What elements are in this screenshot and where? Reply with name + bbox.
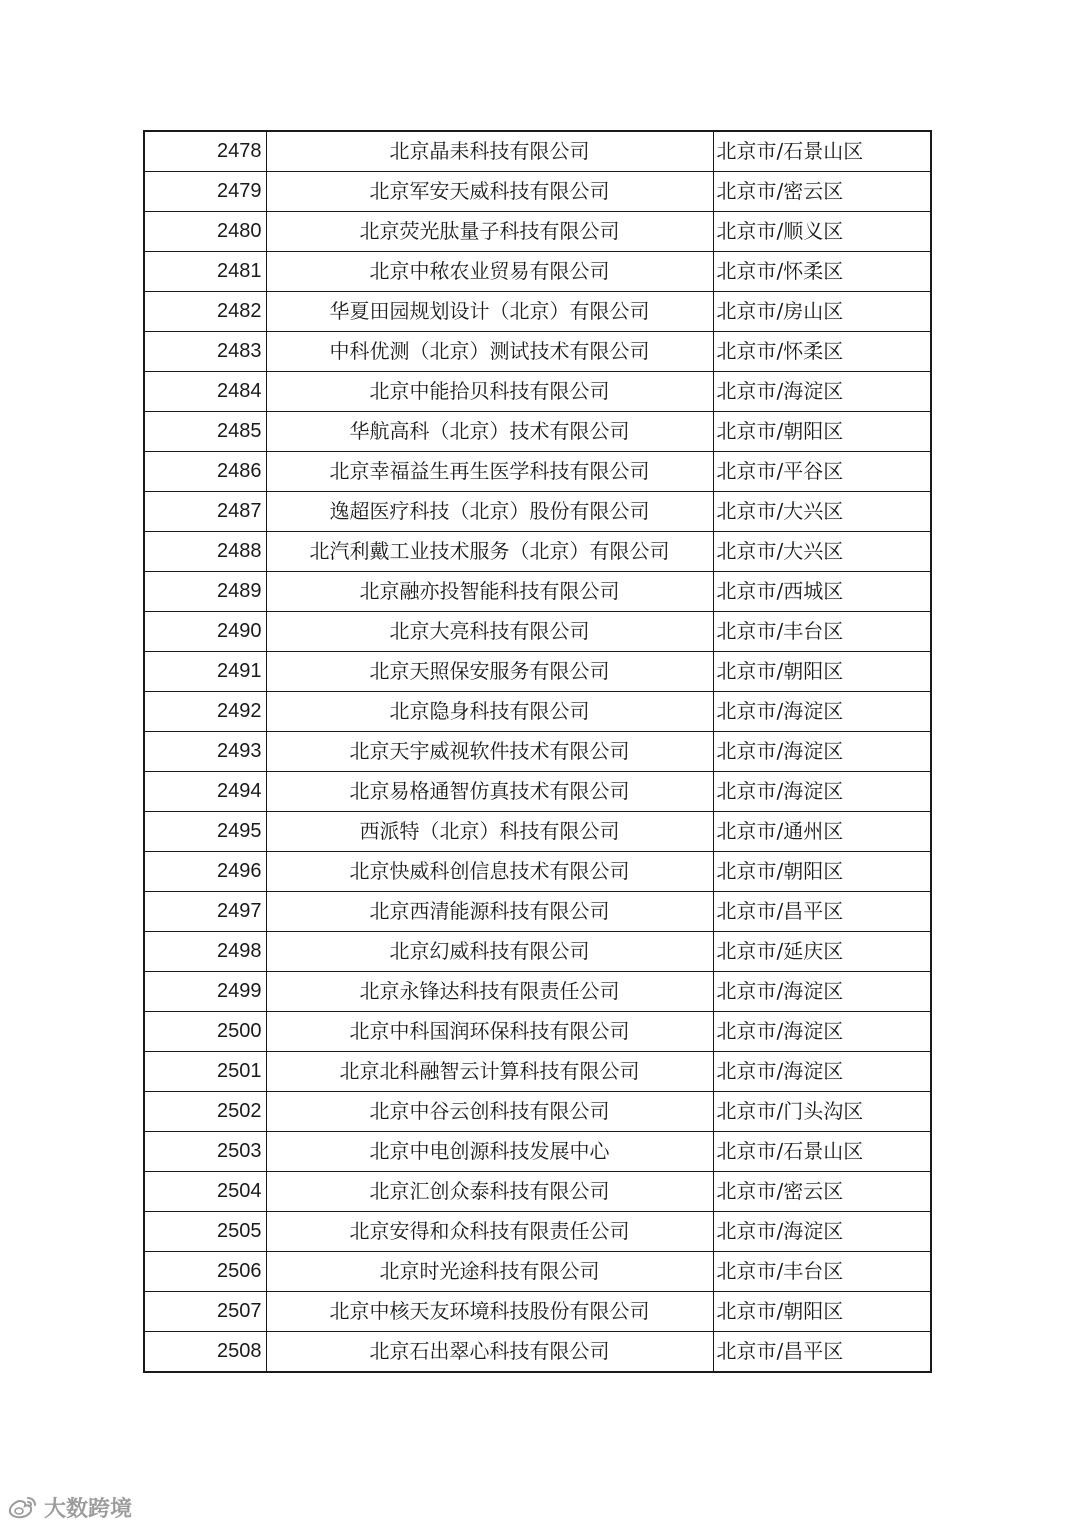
location-cell: 北京市/平谷区	[713, 452, 931, 492]
company-name-cell: 北京永锋达科技有限责任公司	[266, 972, 713, 1012]
table-row	[144, 812, 931, 852]
location-cell: 北京市/丰台区	[713, 612, 931, 652]
location-cell: 北京市/怀柔区	[713, 332, 931, 372]
company-name-cell: 北京中秾农业贸易有限公司	[266, 252, 713, 292]
row-number-cell: 2488	[144, 532, 266, 572]
company-name-cell: 北京中谷云创科技有限公司	[266, 1092, 713, 1132]
table-row	[144, 892, 931, 932]
row-number-cell: 2490	[144, 612, 266, 652]
company-name-cell: 北京中科国润环保科技有限公司	[266, 1012, 713, 1052]
table-row	[144, 852, 931, 892]
location-cell: 北京市/石景山区	[713, 131, 931, 172]
table-row	[144, 412, 931, 452]
row-number-cell: 2491	[144, 652, 266, 692]
row-number-cell: 2498	[144, 932, 266, 972]
row-number-cell: 2484	[144, 372, 266, 412]
company-name-cell: 北京易格通智仿真技术有限公司	[266, 772, 713, 812]
watermark	[8, 1490, 132, 1524]
location-cell: 北京市/海淀区	[713, 1052, 931, 1092]
row-number-cell: 2492	[144, 692, 266, 732]
location-cell: 北京市/怀柔区	[713, 252, 931, 292]
row-number-cell: 2483	[144, 332, 266, 372]
company-name-cell: 北京隐身科技有限公司	[266, 692, 713, 732]
location-cell: 北京市/昌平区	[713, 1332, 931, 1373]
location-cell: 北京市/大兴区	[713, 532, 931, 572]
company-name-cell: 北京大亮科技有限公司	[266, 612, 713, 652]
table-row	[144, 1212, 931, 1252]
location-cell: 北京市/海淀区	[713, 1012, 931, 1052]
row-number-cell: 2507	[144, 1292, 266, 1332]
row-number-cell: 2479	[144, 172, 266, 212]
location-cell: 北京市/朝阳区	[713, 852, 931, 892]
location-cell: 北京市/密云区	[713, 172, 931, 212]
company-name-cell: 北京中能拾贝科技有限公司	[266, 372, 713, 412]
table-row	[144, 252, 931, 292]
table-row	[144, 1252, 931, 1292]
table-row	[144, 1292, 931, 1332]
row-number-cell: 2495	[144, 812, 266, 852]
location-cell: 北京市/海淀区	[713, 372, 931, 412]
location-cell: 北京市/海淀区	[713, 972, 931, 1012]
row-number-cell: 2508	[144, 1332, 266, 1373]
row-number-cell: 2487	[144, 492, 266, 532]
location-cell: 北京市/朝阳区	[713, 652, 931, 692]
table-row	[144, 772, 931, 812]
row-number-cell: 2504	[144, 1172, 266, 1212]
location-cell: 北京市/朝阳区	[713, 1292, 931, 1332]
location-cell: 北京市/延庆区	[713, 932, 931, 972]
company-name-cell: 北京荧光肽量子科技有限公司	[266, 212, 713, 252]
table-body	[144, 131, 931, 1372]
table-row	[144, 332, 931, 372]
watermark-text: 大数跨境	[44, 1496, 133, 1522]
location-cell: 北京市/海淀区	[713, 732, 931, 772]
location-cell: 北京市/昌平区	[713, 892, 931, 932]
table-row	[144, 532, 931, 572]
company-name-cell: 北京时光途科技有限公司	[266, 1252, 713, 1292]
table-row	[144, 612, 931, 652]
location-cell: 北京市/通州区	[713, 812, 931, 852]
company-name-cell: 北京融亦投智能科技有限公司	[266, 572, 713, 612]
row-number-cell: 2503	[144, 1132, 266, 1172]
table-row	[144, 372, 931, 412]
location-cell: 北京市/密云区	[713, 1172, 931, 1212]
table-row	[144, 1172, 931, 1212]
location-cell: 北京市/朝阳区	[713, 412, 931, 452]
location-cell: 北京市/丰台区	[713, 1252, 931, 1292]
table-row	[144, 1092, 931, 1132]
company-name-cell: 北京天宇威视软件技术有限公司	[266, 732, 713, 772]
location-cell: 北京市/门头沟区	[713, 1092, 931, 1132]
row-number-cell: 2482	[144, 292, 266, 332]
table-row	[144, 972, 931, 1012]
company-name-cell: 北京西清能源科技有限公司	[266, 892, 713, 932]
table-row	[144, 652, 931, 692]
company-name-cell: 华夏田园规划设计（北京）有限公司	[266, 292, 713, 332]
location-cell: 北京市/海淀区	[713, 1212, 931, 1252]
table-row	[144, 732, 931, 772]
company-name-cell: 北京石出翠心科技有限公司	[266, 1332, 713, 1373]
row-number-cell: 2506	[144, 1252, 266, 1292]
table-row	[144, 452, 931, 492]
location-cell: 北京市/大兴区	[713, 492, 931, 532]
table-row	[144, 572, 931, 612]
row-number-cell: 2500	[144, 1012, 266, 1052]
row-number-cell: 2496	[144, 852, 266, 892]
weibo-logo-icon	[8, 1495, 38, 1519]
company-name-cell: 北京晶耒科技有限公司	[266, 131, 713, 172]
company-name-cell: 北京汇创众泰科技有限公司	[266, 1172, 713, 1212]
row-number-cell: 2502	[144, 1092, 266, 1132]
row-number-cell: 2481	[144, 252, 266, 292]
company-name-cell: 西派特（北京）科技有限公司	[266, 812, 713, 852]
table-row	[144, 212, 931, 252]
location-cell: 北京市/顺义区	[713, 212, 931, 252]
company-name-cell: 北汽利戴工业技术服务（北京）有限公司	[266, 532, 713, 572]
company-name-cell: 逸超医疗科技（北京）股份有限公司	[266, 492, 713, 532]
table-row	[144, 172, 931, 212]
row-number-cell: 2485	[144, 412, 266, 452]
row-number-cell: 2499	[144, 972, 266, 1012]
row-number-cell: 2478	[144, 131, 266, 172]
company-name-cell: 北京快威科创信息技术有限公司	[266, 852, 713, 892]
row-number-cell: 2494	[144, 772, 266, 812]
company-name-cell: 北京北科融智云计算科技有限公司	[266, 1052, 713, 1092]
company-name-cell: 华航高科（北京）技术有限公司	[266, 412, 713, 452]
row-number-cell: 2480	[144, 212, 266, 252]
table-row	[144, 131, 931, 172]
location-cell: 北京市/西城区	[713, 572, 931, 612]
table-row	[144, 1052, 931, 1092]
row-number-cell: 2497	[144, 892, 266, 932]
company-name-cell: 北京中电创源科技发展中心	[266, 1132, 713, 1172]
row-number-cell: 2501	[144, 1052, 266, 1092]
company-name-cell: 中科优测（北京）测试技术有限公司	[266, 332, 713, 372]
location-cell: 北京市/石景山区	[713, 1132, 931, 1172]
row-number-cell: 2489	[144, 572, 266, 612]
company-list-table	[143, 130, 932, 1373]
row-number-cell: 2493	[144, 732, 266, 772]
table-row	[144, 932, 931, 972]
table-row	[144, 1332, 931, 1373]
company-name-cell: 北京军安天威科技有限公司	[266, 172, 713, 212]
table-row	[144, 292, 931, 332]
company-name-cell: 北京天照保安服务有限公司	[266, 652, 713, 692]
location-cell: 北京市/房山区	[713, 292, 931, 332]
table-row	[144, 1132, 931, 1172]
table-row	[144, 1012, 931, 1052]
row-number-cell: 2505	[144, 1212, 266, 1252]
company-name-cell: 北京幻威科技有限公司	[266, 932, 713, 972]
table-row	[144, 492, 931, 532]
company-name-cell: 北京幸福益生再生医学科技有限公司	[266, 452, 713, 492]
location-cell: 北京市/海淀区	[713, 772, 931, 812]
company-name-cell: 北京安得和众科技有限责任公司	[266, 1212, 713, 1252]
company-name-cell: 北京中核天友环境科技股份有限公司	[266, 1292, 713, 1332]
location-cell: 北京市/海淀区	[713, 692, 931, 732]
row-number-cell: 2486	[144, 452, 266, 492]
table-row	[144, 692, 931, 732]
